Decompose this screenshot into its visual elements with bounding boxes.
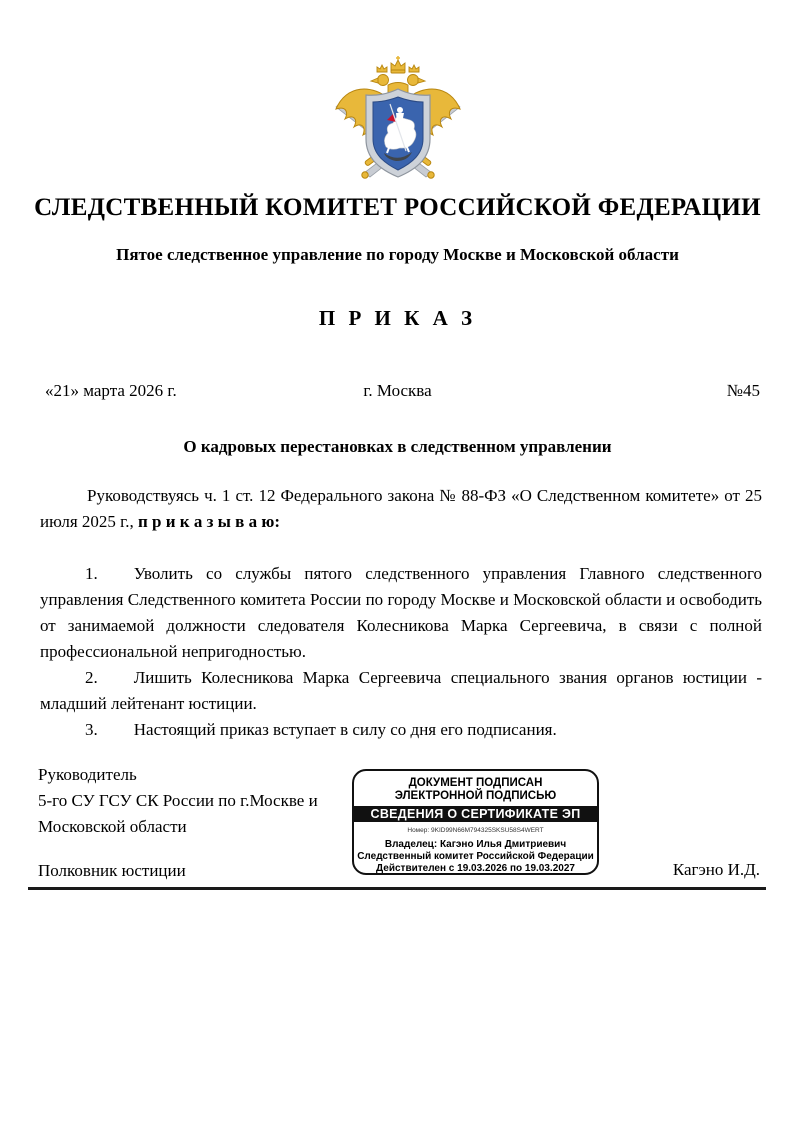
stamp-title-line1: ДОКУМЕНТ ПОДПИСАН — [408, 777, 543, 789]
item-text: Уволить со службы пятого следственного управления Главного следственного управления Следственного комитета России по городу Москве и Московской области и освободить от занимаемой должности следователя Колесникова Марка Сергеевича, в связи с полной профессиональной непригодностью. — [40, 564, 762, 661]
item-number: 2. — [85, 668, 98, 687]
signature-position-line: Руководитель — [38, 765, 137, 784]
stamp-title-line2: ЭЛЕКТРОННОЙ ПОДПИСЬЮ — [394, 790, 557, 802]
signature-name: Кагэно И.Д. — [672, 860, 760, 879]
org-title: СЛЕДСТВЕННЫЙ КОМИТЕТ РОССИЙСКОЙ ФЕДЕРАЦИИ — [34, 194, 761, 221]
signature-position-line: Московской области — [38, 817, 187, 836]
preamble-paragraph — [40, 483, 762, 535]
order-item-3 — [40, 717, 762, 743]
org-subtitle: Пятое следственное управление по городу Москве и Московской области — [116, 245, 679, 264]
signature-rank: Полковник юстиции — [38, 861, 186, 880]
stamp-certificate-bar: СВЕДЕНИЯ О СЕРТИФИКАТЕ ЭП — [354, 806, 597, 822]
stamp-owner: Владелец: Кагэно Илья Дмитриевич — [384, 839, 567, 850]
stamp-validity: Действителен с 19.03.2026 по 19.03.2027 — [376, 863, 575, 874]
signature-position-line: 5-го СУ ГСУ СК России по г.Москве и — [38, 791, 318, 810]
digital-signature-stamp — [352, 769, 599, 875]
document-body — [40, 483, 762, 743]
item-number: 3. — [85, 720, 98, 739]
order-item-1 — [40, 561, 762, 665]
doc-type-title: П Р И К А З — [318, 306, 477, 330]
doc-place: г. Москва — [363, 381, 432, 400]
stamp-certificate-number: Номер: 9KID99N66M794325SKSU58S4WERT — [407, 827, 544, 834]
item-text: Настоящий приказ вступает в силу со дня его подписания. — [133, 720, 557, 739]
date-row — [0, 381, 795, 405]
item-text: Лишить Колесникова Марка Сергеевича специального звания органов юстиции - младший лейтенант юстиции. — [40, 668, 762, 713]
bottom-divider — [28, 887, 766, 890]
preamble-text: Руководствуясь ч. 1 ст. 12 Федерального закона № 88-ФЗ «О Следственном комитете» от 25 июля 2025 г., — [40, 486, 762, 531]
doc-subject: О кадровых перестановках в следственном управлении — [183, 437, 612, 456]
item-number: 1. — [85, 564, 98, 583]
stamp-organization: Следственный комитет Российской Федерации — [357, 851, 594, 862]
doc-number: №45 — [726, 381, 760, 400]
signature-position-block — [38, 762, 318, 884]
order-item-2 — [40, 665, 762, 717]
investigative-committee-emblem-icon — [330, 55, 466, 183]
preamble-order-word: п р и к а з ы в а ю: — [137, 512, 281, 531]
doc-date: «21» марта 2026 г. — [45, 381, 177, 400]
